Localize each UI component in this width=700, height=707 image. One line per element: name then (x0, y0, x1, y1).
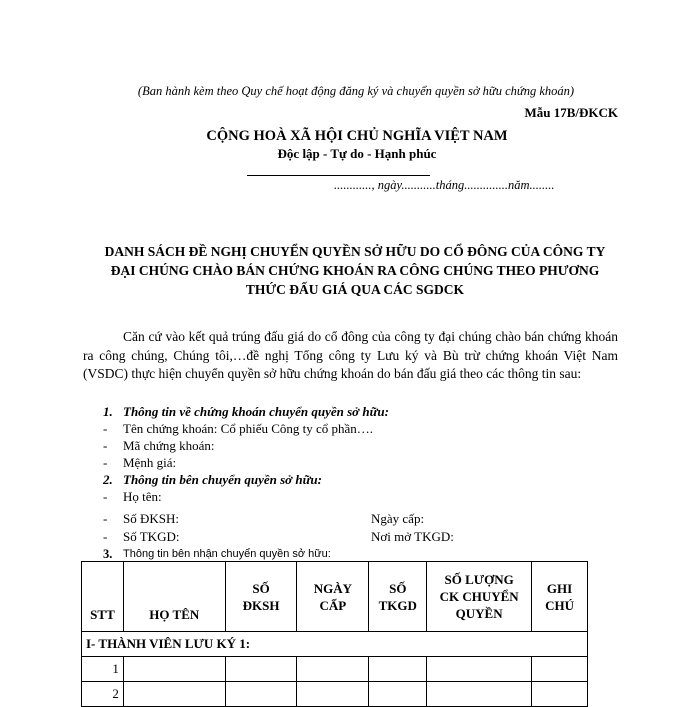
title-line-2: ĐẠI CHÚNG CHÀO BÁN CHỨNG KHOÁN RA CÔNG CHÚNG THEO PHƯƠNG (110, 263, 600, 278)
list-item (83, 420, 623, 437)
section-title: Thông tin về chứng khoán chuyển quyền sở hữu: (123, 404, 389, 419)
par-value-field: Mệnh giá: (123, 455, 177, 470)
table-cell[interactable] (532, 682, 588, 707)
bullet-dash: - (103, 438, 108, 453)
table-cell[interactable] (297, 682, 369, 707)
table-cell[interactable] (532, 657, 588, 682)
issue-date-field: Ngày cấp: (371, 511, 425, 526)
table-header-row (82, 562, 588, 632)
table-group-row (82, 632, 588, 657)
group-label: I- THÀNH VIÊN LƯU KÝ 1: (82, 632, 588, 657)
table-cell[interactable] (225, 657, 297, 682)
security-name-field: Tên chứng khoán: Cổ phiếu Công ty cổ phần…. (123, 421, 374, 436)
table-cell[interactable] (369, 657, 427, 682)
column-header-quantity: SỐ LƯỢNG CK CHUYỂN QUYỀN (427, 562, 532, 632)
table-cell[interactable] (225, 682, 297, 707)
table-cell[interactable] (123, 682, 225, 707)
motto-underline (247, 175, 430, 176)
national-title: CỘNG HOÀ XÃ HỘI CHỦ NGHĨA VIỆT NAM (206, 128, 508, 144)
recipient-table (81, 561, 588, 707)
section-number: 2. (103, 472, 113, 487)
section-number: 1. (103, 404, 113, 419)
table-cell[interactable] (297, 657, 369, 682)
bullet-dash: - (103, 421, 108, 436)
title-line-3: THỨC ĐẤU GIÁ QUA CÁC SGDCK (245, 282, 465, 297)
list-item (83, 510, 623, 527)
column-header-name: HỌ TÊN (123, 562, 225, 632)
account-place-field: Nơi mở TKGD: (371, 529, 454, 544)
list-item (83, 488, 623, 505)
date-line: ............, ngày...........tháng..............năm........ (334, 178, 555, 192)
table-cell[interactable] (427, 657, 532, 682)
column-header-trading-account: SỐ TKGD (369, 562, 427, 632)
table-cell[interactable] (369, 682, 427, 707)
row-number: 1 (82, 657, 124, 682)
section-number: 3. (103, 547, 113, 561)
table-row (82, 682, 588, 707)
info-sections (83, 403, 623, 563)
bullet-dash: - (103, 529, 108, 544)
intro-paragraph: Căn cứ vào kết quả trúng đấu giá do cổ đông của công ty đại chúng chào bán chứng khoán ra công chúng, Chúng tôi,…đề nghị Tổng công ty Lưu ký và Bù trừ chứng khoán Việt Nam (VSDC) thực hiện chuyển quyền sở hữu chứng khoán do bán đấu giá theo các thông tin sau: (83, 329, 618, 381)
column-header-stt: STT (82, 562, 124, 632)
registration-number-field: Số ĐKSH: (123, 511, 179, 526)
section-title: Thông tin bên chuyển quyền sở hữu: (123, 472, 322, 487)
full-name-field: Họ tên: (123, 489, 162, 504)
section-1-heading (83, 403, 623, 420)
column-header-registration-number: SỐ ĐKSH (225, 562, 297, 632)
national-motto: Độc lập - Tự do - Hạnh phúc (277, 146, 437, 161)
list-item (83, 454, 623, 471)
security-code-field: Mã chứng khoán: (123, 438, 215, 453)
list-item (83, 437, 623, 454)
form-code: Mẫu 17B/ĐKCK (524, 105, 618, 120)
title-line-1: DANH SÁCH ĐỀ NGHỊ CHUYỂN QUYỀN SỞ HỮU DO CỔ ĐÔNG CỦA CÔNG TY (104, 244, 606, 259)
section-title: Thông tin bên nhận chuyển quyền sở hữu: (123, 548, 331, 560)
trading-account-field: Số TKGD: (123, 529, 180, 544)
bullet-dash: - (103, 455, 108, 470)
column-header-issue-date: NGÀY CẤP (297, 562, 369, 632)
document-title (80, 242, 630, 299)
table-cell[interactable] (427, 682, 532, 707)
bullet-dash: - (103, 489, 108, 504)
row-number: 2 (82, 682, 124, 707)
bullet-dash: - (103, 511, 108, 526)
regulation-note: (Ban hành kèm theo Quy chế hoạt động đăng ký và chuyển quyền sở hữu chứng khoán) (137, 84, 575, 98)
table-cell[interactable] (123, 657, 225, 682)
table-row (82, 657, 588, 682)
list-item (83, 528, 623, 545)
column-header-note: GHI CHÚ (532, 562, 588, 632)
section-2-heading (83, 471, 623, 488)
